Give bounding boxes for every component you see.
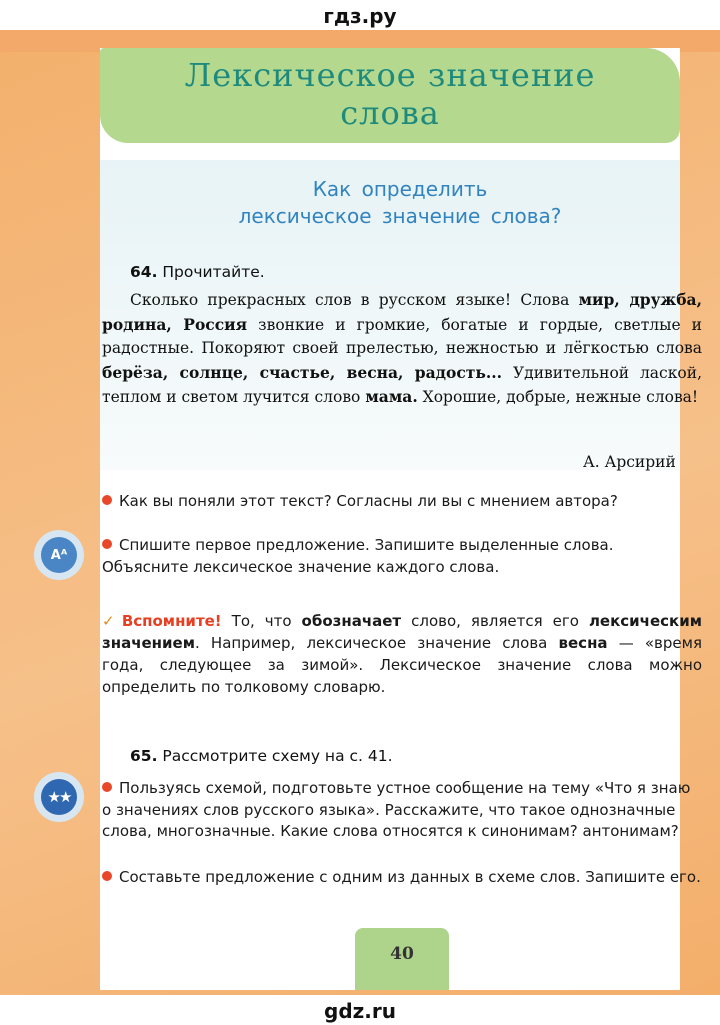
exercise-64-instruction: Прочитайте.	[162, 263, 265, 281]
footer-site-label: gdz.ru	[324, 999, 396, 1023]
header-site-label: гдз.ру	[323, 4, 397, 28]
bold-term: лексическим значением	[102, 612, 702, 652]
subtitle-line-1: Как определить	[312, 177, 488, 201]
bold-term: мир, дружба, родина, Россия	[102, 290, 702, 334]
bullet-icon	[102, 782, 112, 792]
text-run: слово, является его	[401, 612, 589, 630]
text-run: звонкие и громкие, богатые и гордые, светлые и радостные. Покоряют своей прелестью, нежностью и лёгкостью слова	[102, 315, 702, 357]
stars-icon: ★★	[34, 772, 84, 822]
exercise-64-number: 64.	[130, 263, 158, 281]
remember-label: Вспомните!	[121, 612, 222, 630]
text-run: Хорошие, добрые, нежные слова!	[417, 388, 699, 406]
text-run: То, что	[221, 612, 302, 630]
exercise-65-instruction: Рассмотрите схему на с. 41.	[162, 747, 393, 765]
exercise-65-task-1: Пользуясь схемой, подготовьте устное сообщение на тему «Что я знаю о значениях слов русского языка». Расскажите, что такое однозначные слова, многозначные. Какие слова относятся к синонимам? антонимам?	[102, 779, 691, 840]
bullet-icon	[102, 495, 112, 505]
bullet-icon	[102, 539, 112, 549]
bullet-icon	[102, 871, 112, 881]
exercise-64-heading	[130, 263, 265, 281]
title-line-1: Лексическое значение	[184, 56, 596, 94]
check-icon: ✓	[102, 612, 120, 630]
title-line-2: слова	[340, 94, 440, 132]
bold-term: весна	[558, 634, 608, 652]
page-title	[100, 56, 680, 132]
text-run: — «время года, следующее за зимой». Лексическое значение слова можно определить по толковому словарю.	[102, 634, 702, 696]
author-name: А. Арсирий	[583, 453, 676, 471]
page-number: 40	[390, 944, 414, 964]
bold-term: мама.	[365, 387, 418, 406]
exercise-65-task-2: Составьте предложение с одним из данных в схеме слов. Запишите его.	[102, 867, 702, 889]
text-run: . Например, лексическое значение слова	[194, 634, 559, 652]
exercise-64-task-2: Спишите первое предложение. Запишите выделенные слова. Объясните лексическое значение каждого слова.	[102, 536, 614, 576]
exercise-64-task-1: Как вы поняли этот текст? Согласны ли вы с мнением автора?	[102, 491, 702, 513]
remember-rule	[102, 610, 702, 698]
text-run: Сколько прекрасных слов в русском языке! Слова	[130, 291, 579, 309]
bold-term: берёза, солнце, счастье, весна, радость...	[102, 362, 503, 382]
exercise-65-number: 65.	[130, 747, 158, 765]
section-question	[170, 176, 630, 230]
bold-term: обозначает	[301, 612, 402, 630]
exercise-64-text	[102, 288, 702, 410]
text-run: Удивительной лаской, теплом и светом лучится слово	[102, 363, 703, 406]
exercise-65-heading	[130, 747, 393, 765]
dictionary-icon: Aᴬ	[34, 530, 84, 580]
subtitle-line-2: лексическое значение слова?	[238, 204, 562, 228]
